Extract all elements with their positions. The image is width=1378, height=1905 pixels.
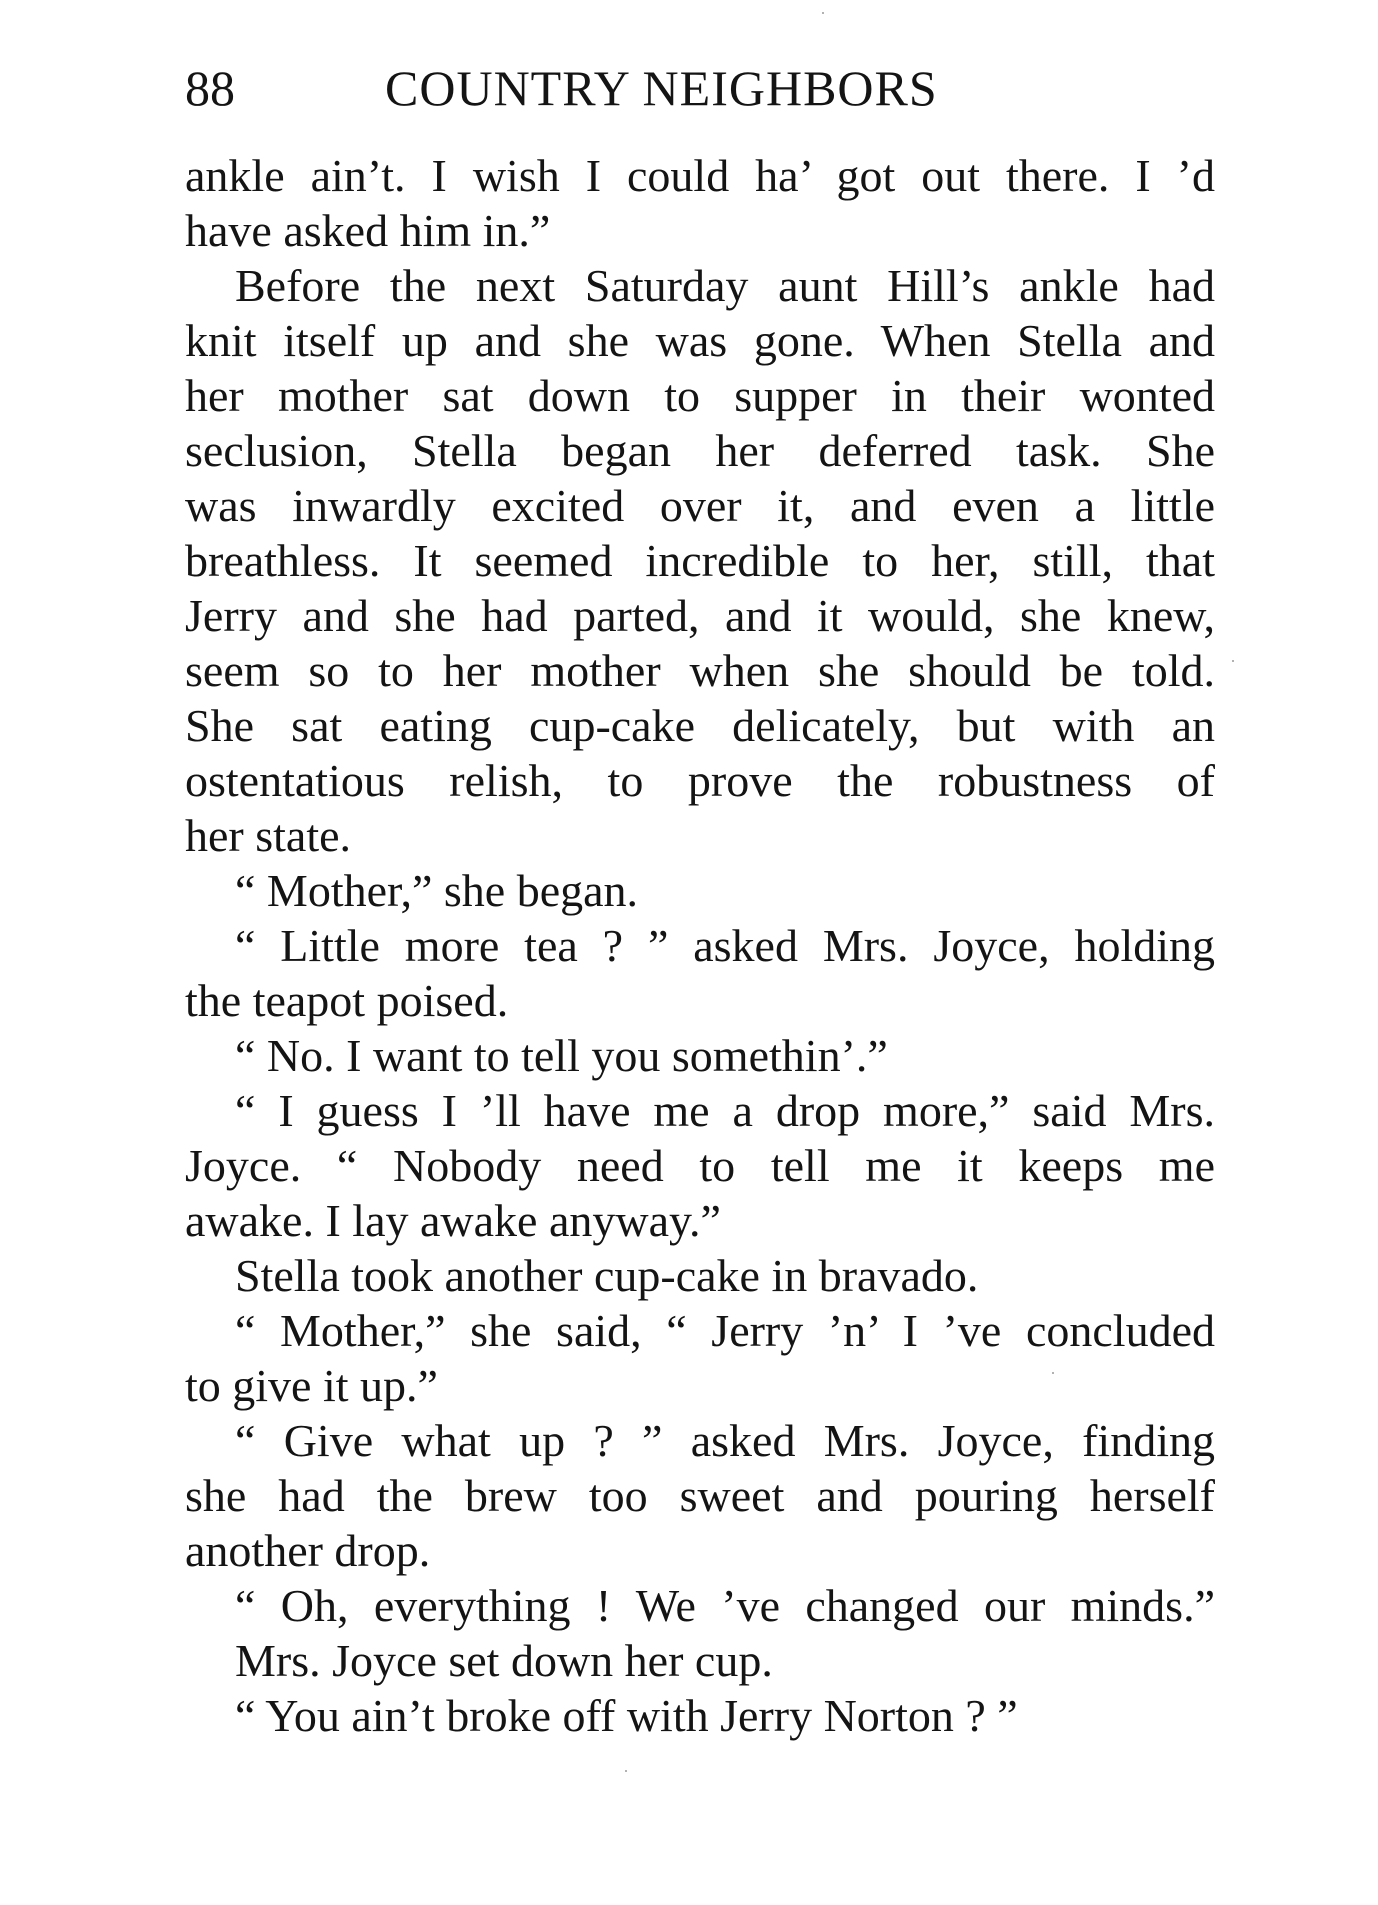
text-line: have asked him in.”	[185, 205, 551, 256]
text-line: seem so to her mother when she should be told.	[185, 645, 1215, 696]
text-line: awake. I lay awake anyway.”	[185, 1195, 721, 1246]
text-line: “ Give what up ? ” asked Mrs. Joyce, finding	[235, 1415, 1215, 1466]
text-line: “ Mother,” she began.	[235, 865, 639, 916]
text-line: “ Little more tea ? ” asked Mrs. Joyce, holding	[235, 920, 1215, 971]
text-line: Before the next Saturday aunt Hill’s ankle had	[235, 260, 1215, 311]
text-line: knit itself up and she was gone. When Stella and	[185, 315, 1215, 366]
text-line: her state.	[185, 810, 352, 861]
text-line: “ I guess I ’ll have me a drop more,” said Mrs.	[235, 1085, 1215, 1136]
text-line: She sat eating cup-cake delicately, but with an	[185, 700, 1215, 751]
text-line: ankle ain’t. I wish I could ha’ got out there. I ’d	[185, 150, 1215, 201]
text-line: Stella took another cup-cake in bravado.	[235, 1250, 979, 1301]
scan-speck	[1052, 1372, 1054, 1374]
scan-speck	[822, 12, 824, 14]
text-line: Jerry and she had parted, and it would, she knew,	[185, 590, 1215, 641]
body-text	[185, 148, 1215, 1743]
text-line: “ You ain’t broke off with Jerry Norton ? ”	[235, 1690, 1018, 1741]
text-line: to give it up.”	[185, 1360, 438, 1411]
text-line: Joyce. “ Nobody need to tell me it keeps me	[185, 1140, 1215, 1191]
text-line: was inwardly excited over it, and even a little	[185, 480, 1215, 531]
scan-speck	[625, 1770, 627, 1772]
text-line: ostentatious relish, to prove the robustness of	[185, 755, 1215, 806]
text-line: the teapot poised.	[185, 975, 509, 1026]
text-line: Mrs. Joyce set down her cup.	[235, 1635, 773, 1686]
scan-speck	[1232, 660, 1234, 662]
page-number: 88	[185, 60, 235, 116]
text-line: “ Mother,” she said, “ Jerry ’n’ I ’ve concluded	[235, 1305, 1215, 1356]
text-line: seclusion, Stella began her deferred task. She	[185, 425, 1215, 476]
text-line: “ No. I want to tell you somethin’.”	[235, 1030, 888, 1081]
text-line: “ Oh, everything ! We ’ve changed our minds.”	[235, 1580, 1215, 1631]
text-line: another drop.	[185, 1525, 431, 1576]
text-line: breathless. It seemed incredible to her, still, that	[185, 535, 1215, 586]
book-title: COUNTRY NEIGHBORS	[385, 60, 938, 116]
text-line: her mother sat down to supper in their wonted	[185, 370, 1215, 421]
running-head	[185, 58, 1215, 118]
text-line: she had the brew too sweet and pouring herself	[185, 1470, 1215, 1521]
